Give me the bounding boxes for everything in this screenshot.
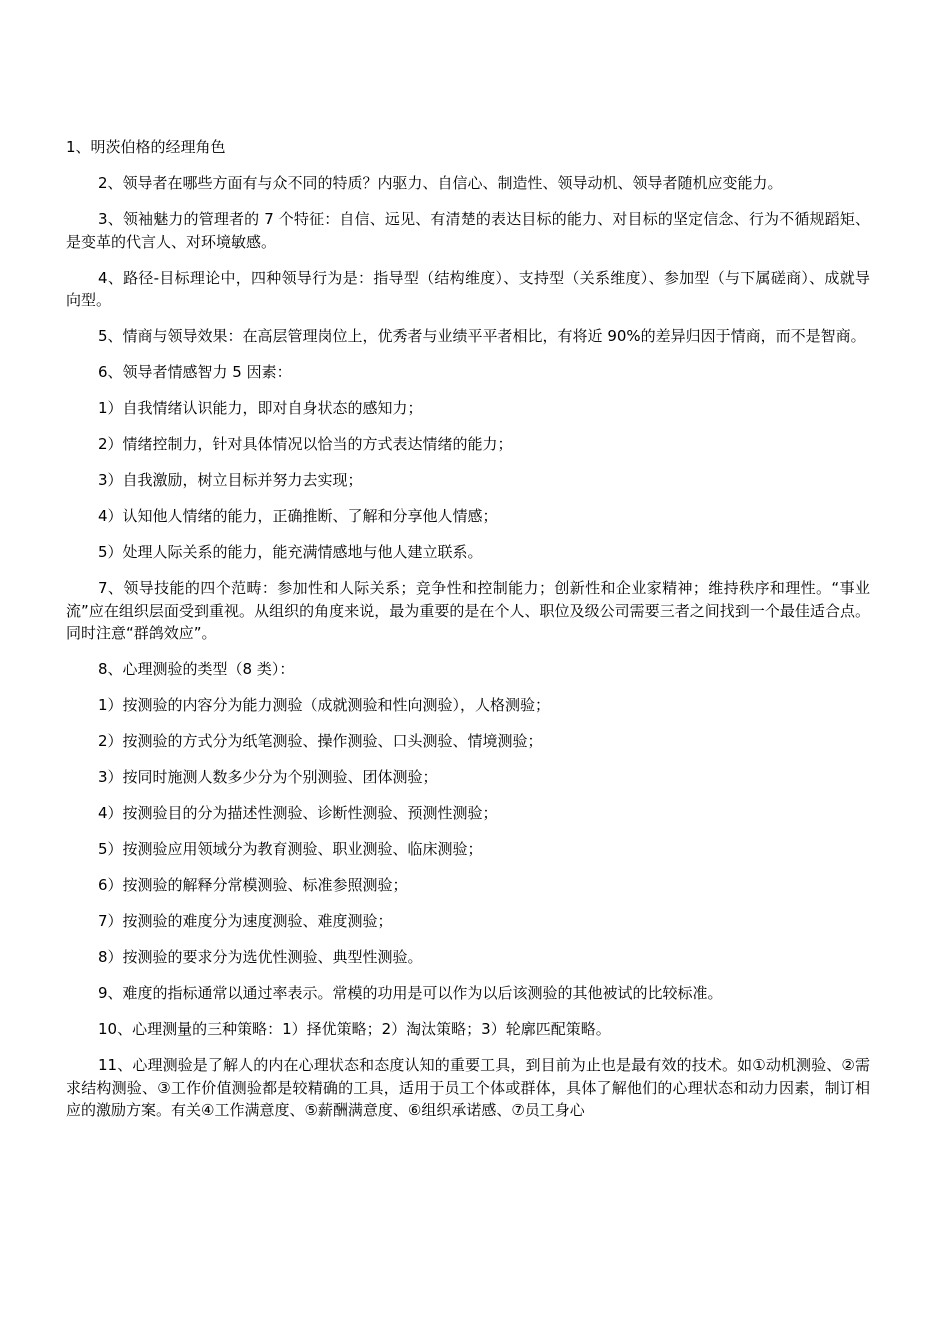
paragraph-5: 5、情商与领导效果：在高层管理岗位上，优秀者与业绩平平者相比，有将近 90%的差异归因于情商，而不是智商。 bbox=[98, 327, 866, 345]
list-item: 8）按测验的要求分为选优性测验、典型性测验。 bbox=[98, 948, 423, 966]
paragraph-2: 2、领导者在哪些方面有与众不同的特质？内驱力、自信心、制造性、领导动机、领导者随机应变能力。 bbox=[98, 174, 783, 192]
list-item: 5）按测验应用领域分为教育测验、职业测验、临床测验； bbox=[98, 840, 483, 858]
list-item: 1）自我情绪认识能力，即对自身状态的感知力； bbox=[98, 399, 423, 417]
paragraph-1: 1、明茨伯格的经理角色 bbox=[66, 138, 226, 156]
list-item: 4）认知他人情绪的能力，正确推断、了解和分享他人情感； bbox=[98, 507, 498, 525]
paragraph-7: 7、领导技能的四个范畴：参加性和人际关系；竞争性和控制能力；创新性和企业家精神；维持秩序和理性。“事业流”应在组织层面受到重视。从组织的角度来说，最为重要的是在个人、职位及级公司需要三者之间找到一个最佳适合点。同时注意“群鸽效应”。 bbox=[66, 579, 870, 642]
paragraph-3: 3、领袖魅力的管理者的 7 个特征：自信、远见、有清楚的表达目标的能力、对目标的坚定信念、行为不循规蹈矩、是变革的代言人、对环境敏感。 bbox=[66, 210, 870, 251]
list-item: 7）按测验的难度分为速度测验、难度测验； bbox=[98, 912, 393, 930]
paragraph-8: 8、心理测验的类型（8 类）： bbox=[98, 660, 295, 678]
list-item: 6）按测验的解释分常模测验、标准参照测验； bbox=[98, 876, 408, 894]
paragraph-10: 10、心理测量的三种策略：1）择优策略；2）淘汰策略；3）轮廓匹配策略。 bbox=[98, 1020, 611, 1038]
list-item: 3）自我激励，树立目标并努力去实现； bbox=[98, 471, 363, 489]
list-item: 2）按测验的方式分为纸笔测验、操作测验、口头测验、情境测验； bbox=[98, 732, 543, 750]
list-item: 5）处理人际关系的能力，能充满情感地与他人建立联系。 bbox=[98, 543, 483, 561]
list-item: 2）情绪控制力，针对具体情况以恰当的方式表达情绪的能力； bbox=[98, 435, 513, 453]
document-page bbox=[66, 136, 870, 1135]
list-item: 1）按测验的内容分为能力测验（成就测验和性向测验），人格测验； bbox=[98, 696, 551, 714]
list-item: 3）按同时施测人数多少分为个别测验、团体测验； bbox=[98, 768, 438, 786]
list-item: 4）按测验目的分为描述性测验、诊断性测验、预测性测验； bbox=[98, 804, 498, 822]
paragraph-4: 4、路径-目标理论中，四种领导行为是：指导型（结构维度）、支持型（关系维度）、参加型（与下属磋商）、成就导向型。 bbox=[66, 268, 870, 309]
paragraph-9: 9、难度的指标通常以通过率表示。常模的功用是可以作为以后该测验的其他被试的比较标准。 bbox=[98, 984, 723, 1002]
paragraph-6: 6、领导者情感智力 5 因素： bbox=[98, 363, 292, 381]
paragraph-11: 11、心理测验是了解人的内在心理状态和态度认知的重要工具，到目前为止也是最有效的技术。如①动机测验、②需求结构测验、③工作价值测验都是较精确的工具，适用于员工个体或群体，具体了解他们的心理状态和动力因素，制订相应的激励方案。有关④工作满意度、⑤薪酬满意度、⑥组织承诺感、⑦员工身心 bbox=[66, 1056, 870, 1119]
